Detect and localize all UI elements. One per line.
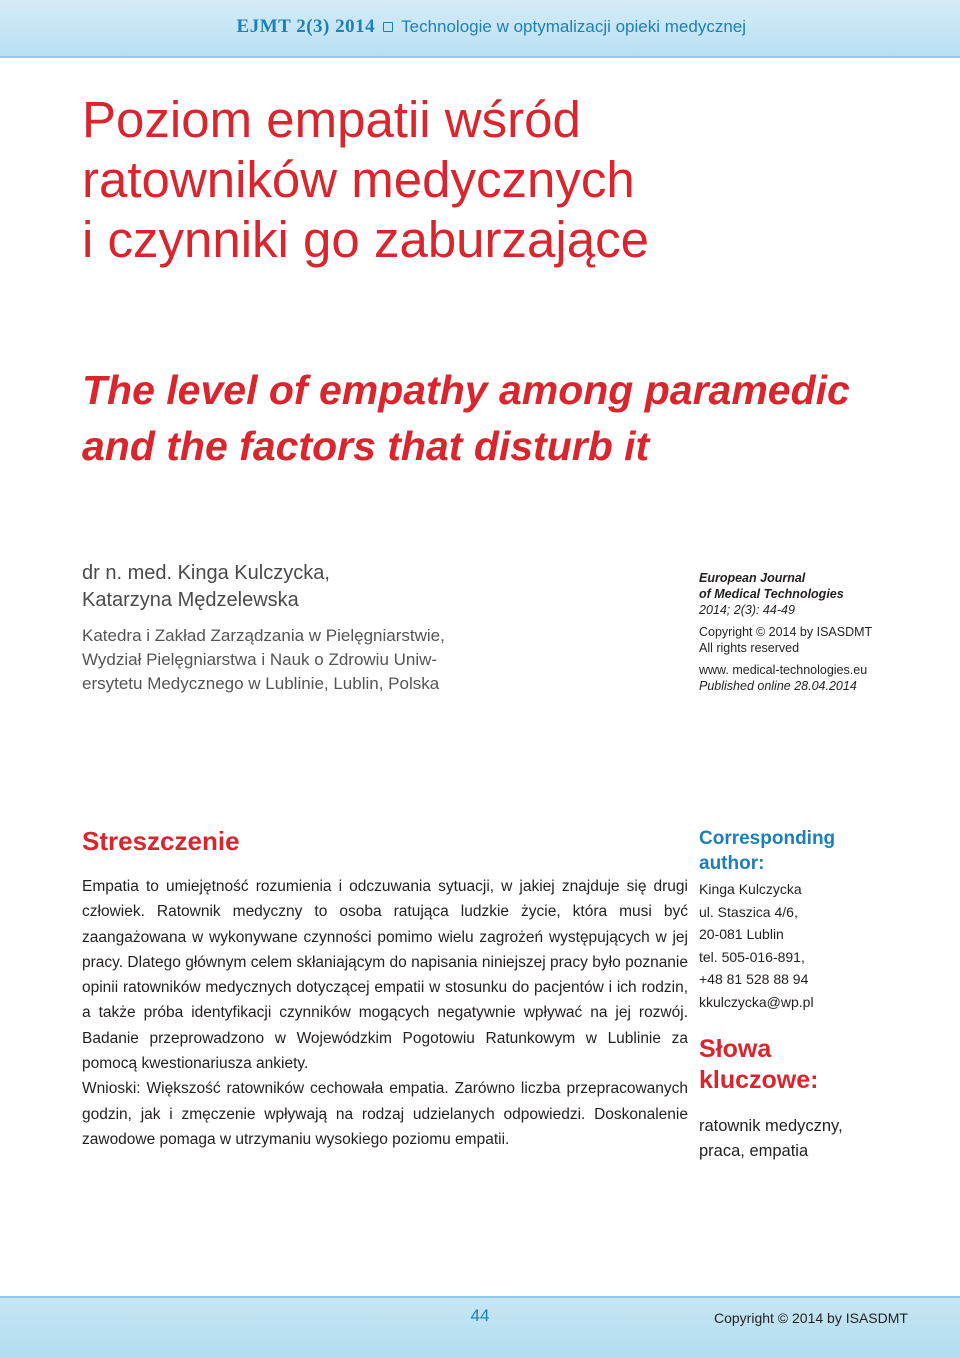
running-header xyxy=(237,16,746,38)
journal-name-line: of Medical Technologies xyxy=(699,587,844,601)
corresponding-heading-line: Corresponding xyxy=(699,828,836,849)
keywords-heading xyxy=(699,1034,919,1096)
keywords-heading-line: kluczowe: xyxy=(699,1066,819,1094)
keywords-line: praca, empatia xyxy=(699,1142,809,1160)
keywords-heading-line: Słowa xyxy=(699,1035,772,1063)
corresponding-author-heading xyxy=(699,826,899,876)
abstract-heading: Streszczenie xyxy=(82,826,240,856)
footer-divider xyxy=(0,1296,960,1298)
footer-copyright: Copyright © 2014 by ISASDMT xyxy=(714,1310,908,1326)
journal-issue: 2014; 2(3): 44-49 xyxy=(699,603,795,617)
header-journal: EJMT 2(3) 2014 xyxy=(236,16,376,37)
page-number: 44 xyxy=(470,1306,490,1325)
corresponding-email-link[interactable]: kkulczycka@wp.pl xyxy=(699,993,814,1010)
journal-website-link[interactable]: www. medical-technologies.eu xyxy=(699,663,868,677)
affiliation-line: Katedra i Zakład Zarządzania w Pielęgniarstwie, xyxy=(82,626,445,645)
corresponding-phone: tel. 505-016-891, xyxy=(699,948,805,965)
author-line: Katarzyna Mędzelewska xyxy=(82,589,299,611)
corresponding-street: ul. Staszica 4/6, xyxy=(699,903,798,920)
corresponding-name: Kinga Kulczycka xyxy=(699,881,802,897)
keywords-list xyxy=(699,1114,929,1164)
rights-notice: All rights reserved xyxy=(699,641,800,655)
abstract-body xyxy=(82,874,688,1152)
corresponding-phone-2: +48 81 528 88 94 xyxy=(699,971,809,987)
square-bullet-icon xyxy=(383,22,393,32)
authors xyxy=(82,560,330,614)
publication-info xyxy=(699,570,939,694)
published-date: Published online 28.04.2014 xyxy=(699,679,857,693)
affiliation xyxy=(82,624,482,696)
title-polish xyxy=(82,90,922,270)
author-line: dr n. med. Kinga Kulczycka, xyxy=(82,562,330,584)
title-english-line: The level of empathy among paramedic xyxy=(82,367,850,413)
header-divider xyxy=(0,56,960,58)
header-section: Technologie w optymalizacji opieki medycznej xyxy=(401,17,746,36)
title-polish-line: ratowników medycznych xyxy=(82,151,635,208)
keywords-line: ratownik medyczny, xyxy=(699,1117,843,1135)
corresponding-heading-line: author: xyxy=(699,853,765,874)
corresponding-city: 20-081 Lublin xyxy=(699,926,784,942)
title-polish-line: i czynniki go zaburzające xyxy=(82,211,649,268)
title-polish-line: Poziom empatii wśród xyxy=(82,91,581,148)
title-english xyxy=(82,362,922,474)
title-english-line: and the factors that disturb it xyxy=(82,423,650,469)
journal-name-line: European Journal xyxy=(699,571,806,585)
affiliation-line: ersytetu Medycznego w Lublinie, Lublin, Polska xyxy=(82,674,440,693)
copyright-notice: Copyright © 2014 by ISASDMT xyxy=(699,625,873,639)
abstract-paragraph: Empatia to umiejętność rozumienia i odczuwania sytuacji, w jakiej znajduje się drugi człowiek. Ratownik medyczny to osoba ratująca ludzkie życie, która musi być zaangażowana w wykonywane czynności pomimo wielu zagrożeń występujących w jej pracy. Dlatego głównym celem skłaniającym do napisania niniejszej pracy było poznanie opinii ratowników medycznych dotyczącej empatii w stosunku do pacjentów i ich rodzin, a także próba identyfikacji czynników mogących negatywnie wpływać na jej rozwój. Badanie przeprowadzono w Wojewódzkim Pogotowiu Ratunkowym w Lublinie za pomocą kwestionariusza ankiety. xyxy=(82,878,688,1073)
corresponding-author-details xyxy=(699,878,929,1013)
abstract-conclusions: Wnioski: Większość ratowników cechowała empatia. Zarówno liczba przepracowanych godzin, jak i zmęczenie wpływają na rodzaj udzielanych odpowiedzi. Doskonalenie zawodowe pomaga w utrzymaniu wysokiego poziomu empatii. xyxy=(82,1080,688,1148)
affiliation-line: Wydział Pielęgniarstwa i Nauk o Zdrowiu Uniw- xyxy=(82,650,438,669)
